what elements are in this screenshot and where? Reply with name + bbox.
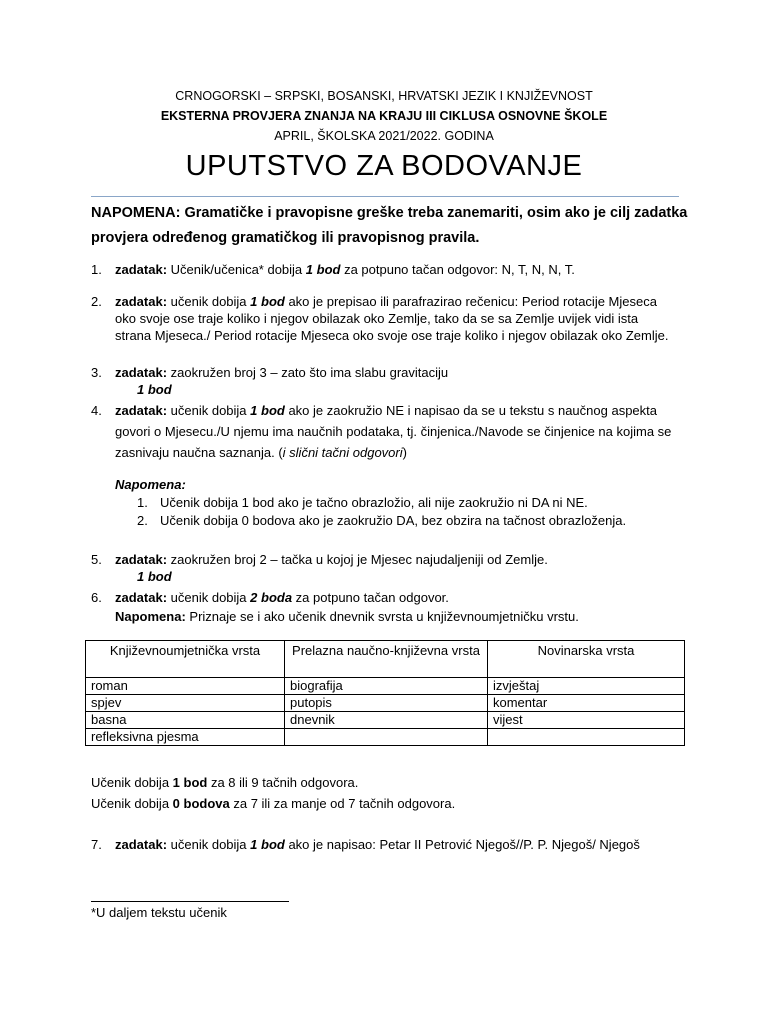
note-label: NAPOMENA: xyxy=(91,205,181,221)
scoring-2-text-b: za 7 ili za manje od 7 tačnih odgovora. xyxy=(229,796,456,811)
task-5-text-a: zaokružen broj 2 – tačka u kojoj je Mjesec najudaljeniji od Zemlje. xyxy=(167,552,548,567)
note-text: Gramatičke i pravopisne greške treba zanemariti, osim ako je cilj zadatka provjera određenog gramatičkog ili pravopisnog pravila. xyxy=(91,205,688,246)
scoring-line-1 xyxy=(91,774,358,791)
task-3-number: 3. xyxy=(91,365,102,380)
header-line-2: EKSTERNA PROVJERA ZNANJA NA KRAJU III CIKLUSA OSNOVNE ŠKOLE xyxy=(160,109,608,123)
table-header-cell: Novinarska vrsta xyxy=(488,641,685,678)
table-cell: basna xyxy=(86,712,285,729)
task-1 xyxy=(115,261,675,278)
task-1-points: 1 bod xyxy=(305,262,341,277)
task-7-number: 7. xyxy=(91,837,102,852)
task-3-label: zadatak: xyxy=(115,365,168,380)
scoring-2-points: 0 bodova xyxy=(172,796,230,811)
task-6 xyxy=(115,589,675,606)
task-4-sub-2-number: 2. xyxy=(137,513,148,528)
table-cell xyxy=(488,729,685,746)
task-3-text-a: zaokružen broj 3 – zato što ima slabu gravitaciju xyxy=(167,365,449,380)
task-6-note-text: Priznaje se i ako učenik dnevnik svrsta u književnoumjetničku vrstu. xyxy=(185,609,579,624)
task-4 xyxy=(115,400,675,463)
task-1-label: zadatak: xyxy=(115,262,168,277)
task-6-text-a: učenik dobija xyxy=(167,590,251,605)
task-4-number: 4. xyxy=(91,403,102,418)
task-4-text-b: ako je zaokružio NE i napisao da se u tekstu s naučnog aspekta govori o Mjesecu./U njemu ima naučnih podataka, tj. činjenica./Navode se činjenice na kojima se zasnivaju naučna saznanja. ( xyxy=(115,403,672,460)
table-header-cell: Prelazna naučno-književna vrsta xyxy=(285,641,488,678)
table-cell: roman xyxy=(86,678,285,695)
task-7 xyxy=(115,834,655,855)
task-4-label: zadatak: xyxy=(115,403,168,418)
header-line-3: APRIL, ŠKOLSKA 2021/2022. GODINA xyxy=(274,129,494,143)
header-line-1: CRNOGORSKI – SRPSKI, BOSANSKI, HRVATSKI JEZIK I KNJIŽEVNOST xyxy=(175,89,593,103)
table-row xyxy=(86,712,685,729)
table-cell: putopis xyxy=(285,695,488,712)
table-row xyxy=(86,695,685,712)
task-2 xyxy=(115,293,675,344)
task-6-note xyxy=(115,608,579,625)
table-cell xyxy=(285,729,488,746)
task-5-number: 5. xyxy=(91,552,102,567)
table-cell: spjev xyxy=(86,695,285,712)
task-7-label: zadatak: xyxy=(115,837,168,852)
task-6-points: 2 boda xyxy=(250,590,293,605)
task-4-sub-2: Učenik dobija 0 bodova ako je zaokružio DA, bez obzira na tačnost obrazloženja. xyxy=(160,513,627,528)
title-divider xyxy=(91,196,679,197)
scoring-2-text-a: Učenik dobija xyxy=(91,796,173,811)
task-5-label: zadatak: xyxy=(115,552,168,567)
task-5-points xyxy=(137,568,172,585)
task-4-sub-1-number: 1. xyxy=(137,495,148,510)
task-6-note-label: Napomena: xyxy=(115,609,186,624)
task-2-text-b: ako je prepisao ili parafrazirao rečenicu: Period rotacije Mjeseca oko svoje ose traje koliko i njegov obilazak oko Zemlje, tako da se sa Zemlje uvijek vidi ista strana Mjeseca./ Period rotacije Mjeseca oko svoje ose traje koliko i njegov obilazak oko Zemlje. xyxy=(115,294,669,343)
task-6-label: zadatak: xyxy=(115,590,168,605)
task-2-points: 1 bod xyxy=(250,294,285,309)
literary-types-table xyxy=(85,640,685,746)
task-3-points xyxy=(137,381,172,398)
task-7-text-a: učenik dobija xyxy=(167,837,251,852)
table-row xyxy=(86,678,685,695)
scoring-1-text-b: za 8 ili 9 tačnih odgovora. xyxy=(207,775,359,790)
footnote: *U daljem tekstu učenik xyxy=(91,905,227,920)
task-1-text-a: Učenik/učenica* dobija xyxy=(167,262,306,277)
task-4-points: 1 bod xyxy=(250,403,285,418)
task-5 xyxy=(115,551,675,568)
task-3 xyxy=(115,364,675,381)
task-2-text-a: učenik dobija xyxy=(167,294,251,309)
task-2-label: zadatak: xyxy=(115,294,168,309)
scoring-1-points: 1 bod xyxy=(172,775,208,790)
scoring-1-text-a: Učenik dobija xyxy=(91,775,173,790)
general-note xyxy=(91,201,691,251)
task-7-points: 1 bod xyxy=(250,837,285,852)
task-1-number: 1. xyxy=(91,262,102,277)
table-header-row xyxy=(86,641,685,678)
task-2-number: 2. xyxy=(91,294,102,309)
task-6-number: 6. xyxy=(91,590,102,605)
table-header-cell: Književnoumjetnička vrsta xyxy=(86,641,285,678)
scoring-line-2 xyxy=(91,795,455,812)
task-4-note-label-text: Napomena: xyxy=(115,477,186,492)
task-6-text-b: za potpuno tačan odgovor. xyxy=(292,590,449,605)
task-4-sub-1: Učenik dobija 1 bod ako je tačno obrazložio, ali nije zaokružio ni DA ni NE. xyxy=(160,495,588,510)
table-cell: dnevnik xyxy=(285,712,488,729)
table-row xyxy=(86,729,685,746)
table-cell: biografija xyxy=(285,678,488,695)
page-title: UPUTSTVO ZA BODOVANJE xyxy=(185,150,583,182)
task-4-text-a: učenik dobija xyxy=(167,403,251,418)
task-4-text-c: i slični tačni odgovori xyxy=(282,445,403,460)
table-cell: komentar xyxy=(488,695,685,712)
task-4-note-label xyxy=(115,476,186,493)
footnote-separator xyxy=(91,901,289,902)
table-cell: izvještaj xyxy=(488,678,685,695)
task-5-points-text: 1 bod xyxy=(137,569,172,584)
table-cell: vijest xyxy=(488,712,685,729)
task-7-text-b: ako je napisao: Petar II Petrović Njegoš//P. P. Njegoš/ Njegoš xyxy=(284,837,640,852)
table-cell: refleksivna pjesma xyxy=(86,729,285,746)
task-4-text-d: ) xyxy=(402,445,407,460)
task-3-points-text: 1 bod xyxy=(137,382,172,397)
task-1-text-b: za potpuno tačan odgovor: N, T, N, N, T. xyxy=(340,262,575,277)
